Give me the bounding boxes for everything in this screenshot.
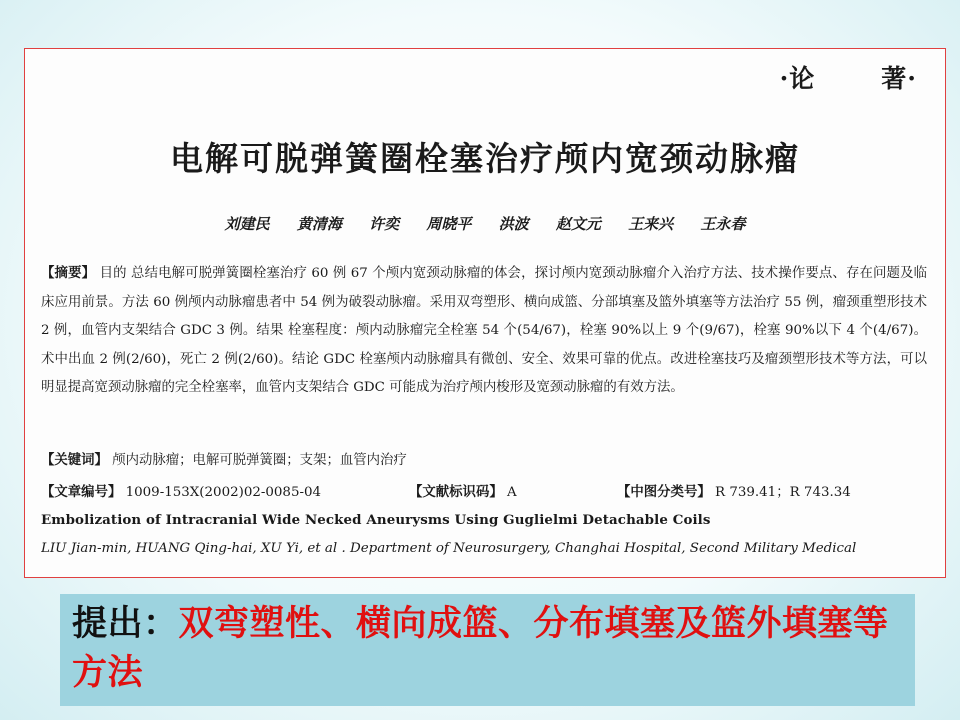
section-tag [780, 59, 917, 95]
author-name: 许奕 [369, 215, 400, 233]
article-no: 1009-153X(2002)02-0085-04 [125, 485, 322, 500]
author-name: 王来兴 [628, 215, 674, 233]
author-list [25, 213, 945, 234]
section-tag-right: 著· [881, 64, 917, 93]
caption-body: 双弯塑性、横向成篮、分布填塞及篮外填塞等方法 [72, 604, 889, 693]
class-no-label: 【中图分类号】 [617, 484, 711, 500]
doc-code-label: 【文献标识码】 [409, 484, 503, 500]
author-name: 赵文元 [555, 215, 601, 233]
caption-box [60, 594, 915, 706]
author-name: 刘建民 [224, 215, 270, 233]
keywords-label: 【关键词】 [41, 452, 108, 468]
article-no-label: 【文章编号】 [41, 484, 122, 500]
caption-lead: 提出： [72, 604, 179, 644]
english-title: Embolization of Intracranial Wide Necked Aneurysms Using Guglielmi Detachable Coils [41, 512, 711, 528]
doc-code: A [507, 485, 517, 500]
class-no: R 739.41；R 743.34 [715, 485, 851, 500]
keywords [41, 449, 407, 468]
author-name: 王永春 [700, 215, 746, 233]
section-tag-left: ·论 [779, 64, 816, 93]
author-name: 周晓平 [426, 215, 472, 233]
abstract-label: 【摘要】 [41, 265, 96, 281]
abstract [41, 259, 927, 403]
article-title: 电解可脱弹簧圈栓塞治疗颅内宽颈动脉瘤 [170, 139, 800, 178]
author-name: 洪波 [498, 215, 529, 233]
keywords-text: 颅内动脉瘤；电解可脱弹簧圈；支架；血管内治疗 [112, 453, 407, 468]
author-name: 黄清海 [296, 215, 342, 233]
english-authors: LIU Jian-min, HUANG Qing-hai, XU Yi, et al . Department of Neurosurgery, Changhai Hospital, Second Military Medical [41, 541, 857, 556]
article-scan [24, 48, 946, 578]
abstract-text: 目的 总结电解可脱弹簧圈栓塞治疗 60 例 67 个颅内宽颈动脉瘤的体会，探讨颅内宽颈动脉瘤介入治疗方法、技术操作要点、存在问题及临床应用前景。方法 60 例颅内动脉瘤患者中 54 例为破裂动脉瘤。采用双弯塑形、横向成篮、分部填塞及篮外填塞等方法治疗 55 例，瘤颈重塑形技术 2 例，血管内支架结合 GDC 3 例。结果 栓塞程度：颅内动脉瘤完全栓塞 54 个(54/67)，栓塞 90%以上 9 个(9/67)，栓塞 90%以下 4 个(4/67)。术中出血 2 例(2/60)，死亡 2 例(2/60)。结论 GDC 栓塞颅内动脉瘤具有微创、安全、效果可靠的优点。改进栓塞技巧及瘤颈塑形技术等方法，可以明显提高宽颈动脉瘤的完全栓塞率，血管内支架结合 GDC 可能成为治疗颅内梭形及宽颈动脉瘤的有效方法。 [41, 266, 928, 396]
